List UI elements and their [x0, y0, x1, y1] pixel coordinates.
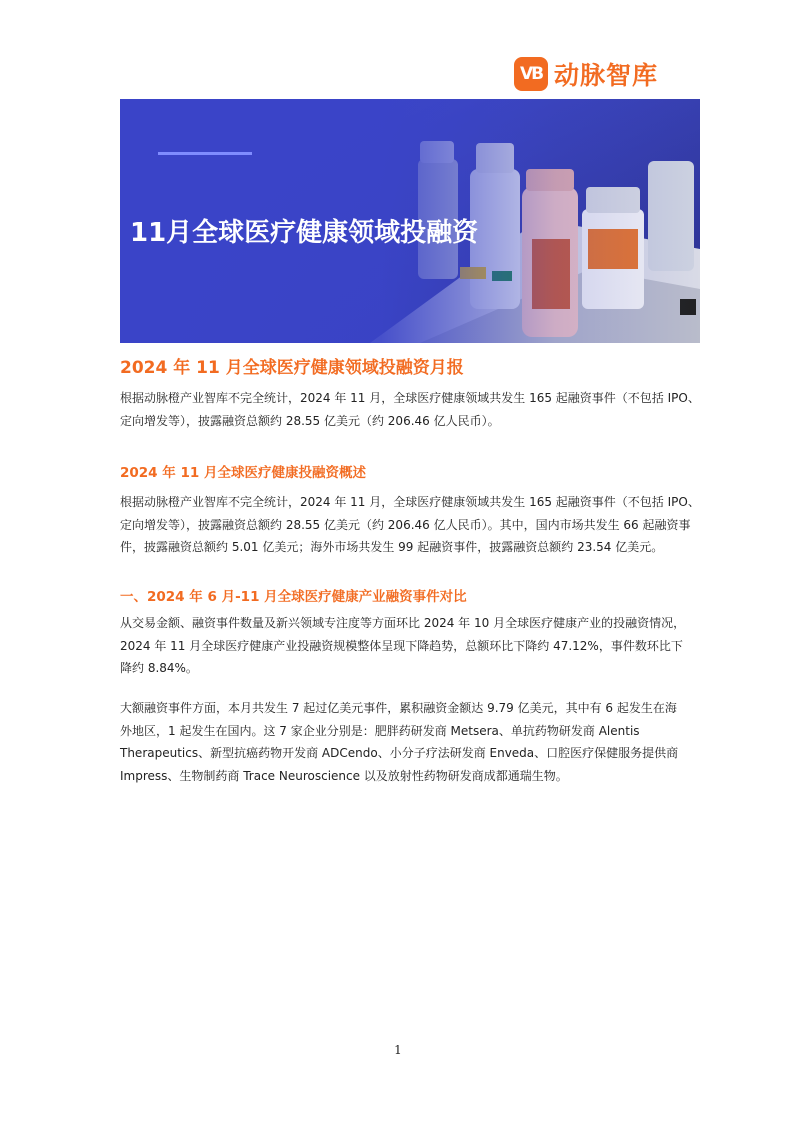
- section1-line: 外地区，1 起发生在国内。这 7 家企业分别是：肥胖药研发商 Metsera、单抗药物研发商 Alentis: [120, 723, 640, 738]
- section1-line: Impress、生物制药商 Trace Neuroscience 以及放射性药物研发商成都通瑞生物。: [120, 768, 568, 783]
- intro-paragraph: [120, 387, 700, 432]
- report-heading: 2024 年 11 月全球医疗健康领域投融资月报: [120, 358, 464, 378]
- section1-paragraph-1: [120, 612, 686, 680]
- logo: [514, 57, 658, 91]
- section1-line: 从交易金额、融资事件数量及新兴领域专注度等方面环比 2024 年 10 月全球医疗健康产业的投融资情况，: [120, 616, 686, 630]
- section1-heading: 一、2024 年 6 月-11 月全球医疗健康产业融资事件对比: [120, 589, 467, 605]
- overview-line: 根据动脉橙产业智库不完全统计，2024 年 11 月，全球医疗健康领域共发生 165 起融资事件（不包括 IPO、: [120, 495, 700, 509]
- banner-title: 11月全球医疗健康领域投融资: [130, 218, 479, 248]
- logo-mark-icon: VB: [514, 57, 548, 91]
- section1-line: 降约 8.84%。: [120, 661, 198, 675]
- banner-image: [120, 99, 700, 343]
- banner-accent-line: [158, 152, 252, 155]
- section1-paragraph-2: [120, 697, 680, 787]
- intro-line: 根据动脉橙产业智库不完全统计，2024 年 11 月，全球医疗健康领域共发生 165 起融资事件（不包括 IPO、: [120, 391, 700, 405]
- overview-paragraph: [120, 491, 700, 559]
- section1-line: Therapeutics、新型抗癌药物开发商 ADCendo、小分子疗法研发商 Enveda、口腔医疗保健服务提供商: [120, 746, 679, 760]
- intro-line: 定向增发等），披露融资总额约 28.55 亿美元（约 206.46 亿人民币）。: [120, 413, 500, 428]
- section1-line: 大额融资事件方面，本月共发生 7 起过亿美元事件，累积融资金额达 9.79 亿美元，其中有 6 起发生在海: [120, 701, 677, 715]
- overview-line: 定向增发等），披露融资总额约 28.55 亿美元（约 206.46 亿人民币）。其中，国内市场共发生 66 起融资事: [120, 517, 691, 532]
- logo-text: 动脉智库: [554, 61, 659, 90]
- overview-line: 件，披露融资总额约 5.01 亿美元；海外市场共发生 99 起融资事件，披露融资总额约 23.54 亿美元。: [120, 540, 664, 554]
- section1-line: 2024 年 11 月全球医疗健康产业投融资规模整体呈现下降趋势，总额环比下降约 47.12%，事件数环比下: [120, 638, 683, 653]
- overview-heading: 2024 年 11 月全球医疗健康投融资概述: [120, 465, 366, 481]
- page-number: 1: [394, 1043, 402, 1057]
